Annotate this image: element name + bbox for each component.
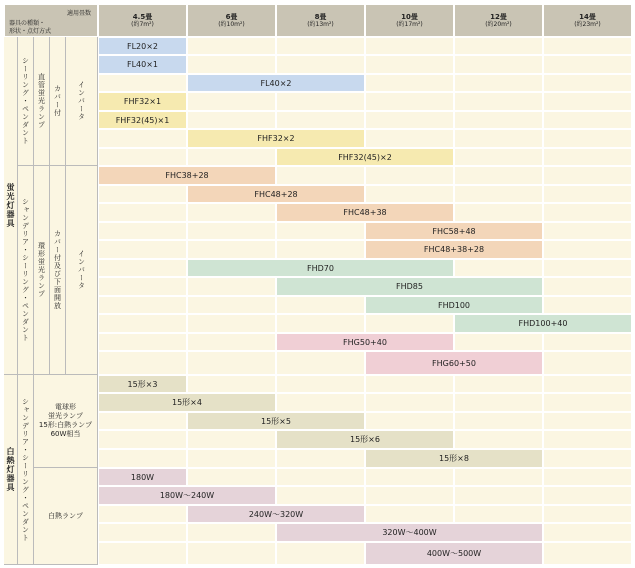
grid-cell xyxy=(543,37,632,55)
grid-cell xyxy=(98,222,187,240)
grid-cell xyxy=(543,277,632,296)
grid-cell xyxy=(98,148,187,166)
grid-cell xyxy=(187,148,276,166)
column-header-10: 10畳 (約17m²) xyxy=(365,4,454,37)
grid-cell xyxy=(98,412,187,430)
grid-cell xyxy=(454,375,543,393)
grid-cell xyxy=(187,203,276,222)
grid-cell xyxy=(543,92,632,111)
grid-cell xyxy=(454,486,543,505)
grid-cell xyxy=(454,412,543,430)
lamp-bar: FHD85 xyxy=(276,277,543,296)
grid-cell xyxy=(454,37,543,55)
lamp-bar: 240W～320W xyxy=(187,505,365,523)
grid-cell xyxy=(276,111,365,129)
lamp-bar: FHC48+28 xyxy=(187,185,365,203)
grid-cell xyxy=(98,203,187,222)
grid-cell xyxy=(98,129,187,148)
grid-cell xyxy=(543,203,632,222)
lamp-bar: FL40×2 xyxy=(187,74,365,92)
lamp-bulb-type-fluorescent: 電球形 蛍光ランプ 15形:白熱ランプ 60W相当 xyxy=(34,375,98,468)
lamp-bar: FHF32(45)×1 xyxy=(98,111,187,129)
lamp-incandescent: 白熱ランプ xyxy=(34,468,98,565)
grid-cell xyxy=(98,523,187,542)
grid-cell xyxy=(276,351,365,375)
grid-cell xyxy=(276,468,365,486)
lamp-bar: FHD100+40 xyxy=(454,314,632,333)
lamp-bar: FHF32(45)×2 xyxy=(276,148,454,166)
grid-cell xyxy=(454,333,543,351)
grid-cell xyxy=(187,430,276,449)
grid-cell xyxy=(365,185,454,203)
grid-cell xyxy=(543,393,632,412)
grid-cell xyxy=(543,430,632,449)
grid-cell xyxy=(187,296,276,314)
grid-cell xyxy=(276,37,365,55)
column-header-6: 6畳 (約10m²) xyxy=(187,4,276,37)
grid-cell xyxy=(543,486,632,505)
grid-cell xyxy=(276,542,365,565)
grid-cell xyxy=(365,74,454,92)
grid-cell xyxy=(365,314,454,333)
grid-cell xyxy=(365,486,454,505)
lamp-bar: FHG60+50 xyxy=(365,351,543,375)
grid-cell xyxy=(454,393,543,412)
grid-cell xyxy=(276,166,365,185)
grid-cell xyxy=(187,240,276,259)
grid-cell xyxy=(187,222,276,240)
grid-cell xyxy=(187,375,276,393)
grid-cell xyxy=(187,542,276,565)
lamp-bar: 180W xyxy=(98,468,187,486)
shape-chandelier-incandescent: シャンデリア・シーリング・ペンダント xyxy=(18,375,34,565)
grid-cell xyxy=(543,259,632,277)
column-header-14: 14畳 (約23m²) xyxy=(543,4,632,37)
grid-cell xyxy=(98,185,187,203)
fixture-type-label: 器具の種類・ 形状・点灯方式 xyxy=(9,20,52,35)
grid-cell xyxy=(276,222,365,240)
category-fluorescent: 蛍光灯器具 xyxy=(4,37,18,375)
grid-cell xyxy=(365,375,454,393)
lamp-bar: 15形×4 xyxy=(98,393,276,412)
grid-cell xyxy=(276,449,365,468)
lamp-bar: FHC38+28 xyxy=(98,166,276,185)
lamp-bar: FHC48+38 xyxy=(276,203,454,222)
lamp-bar: 180W～240W xyxy=(98,486,276,505)
grid-cell xyxy=(276,92,365,111)
lamp-bar: FHD70 xyxy=(187,259,454,277)
grid-cell xyxy=(276,55,365,74)
grid-cell xyxy=(365,111,454,129)
grid-cell xyxy=(187,468,276,486)
grid-cell xyxy=(98,277,187,296)
grid-cell xyxy=(98,259,187,277)
lamp-bar: FHF32×1 xyxy=(98,92,187,111)
grid-cell xyxy=(454,92,543,111)
grid-cell xyxy=(543,296,632,314)
grid-cell xyxy=(365,166,454,185)
shape-chandelier-fluorescent: シャンデリア・シーリング・ペンダント xyxy=(18,166,34,375)
grid-cell xyxy=(98,74,187,92)
grid-cell xyxy=(543,333,632,351)
grid-cell xyxy=(365,505,454,523)
grid-cell xyxy=(543,542,632,565)
grid-cell xyxy=(543,222,632,240)
grid-cell xyxy=(543,375,632,393)
grid-cell xyxy=(543,468,632,486)
grid-cell xyxy=(98,314,187,333)
grid-cell xyxy=(276,393,365,412)
lamp-bar: 15形×3 xyxy=(98,375,187,393)
lamp-bar: FHG50+40 xyxy=(276,333,454,351)
lamp-bar: FHC48+38+28 xyxy=(365,240,543,259)
grid-cell xyxy=(98,296,187,314)
grid-cell xyxy=(187,314,276,333)
grid-cell xyxy=(454,505,543,523)
grid-cell xyxy=(543,111,632,129)
grid-cell xyxy=(98,351,187,375)
grid-cell xyxy=(365,129,454,148)
grid-cell xyxy=(454,259,543,277)
grid-cell xyxy=(543,449,632,468)
lamp-bar: 15形×6 xyxy=(276,430,454,449)
grid-cell xyxy=(187,449,276,468)
grid-cell xyxy=(276,375,365,393)
grid-cell xyxy=(454,55,543,74)
lamp-bar: FHC58+48 xyxy=(365,222,543,240)
grid-cell xyxy=(365,412,454,430)
grid-cell xyxy=(543,505,632,523)
grid-cell xyxy=(187,277,276,296)
grid-cell xyxy=(543,74,632,92)
grid-cell xyxy=(454,468,543,486)
lamp-bar: FHF32×2 xyxy=(187,129,365,148)
grid-cell xyxy=(187,333,276,351)
grid-cell xyxy=(543,148,632,166)
shape-ceiling-pendant: シーリング・ペンダント xyxy=(18,37,34,166)
grid-cell xyxy=(98,333,187,351)
grid-cell xyxy=(365,37,454,55)
grid-cell xyxy=(454,129,543,148)
applicable-tatami-label: 適用畳数 xyxy=(66,10,91,17)
cover-type-1: カバー付 xyxy=(50,37,66,166)
lamp-bar: 15形×5 xyxy=(187,412,365,430)
grid-cell xyxy=(365,468,454,486)
grid-cell xyxy=(187,351,276,375)
column-header-8: 8畳 (約13m²) xyxy=(276,4,365,37)
method-inverter-1: インバータ xyxy=(66,37,98,166)
lamp-bar: 400W～500W xyxy=(365,542,543,565)
grid-cell xyxy=(365,55,454,74)
grid-cell xyxy=(98,542,187,565)
grid-cell xyxy=(543,523,632,542)
grid-cell xyxy=(365,92,454,111)
lamp-bar: 320W～400W xyxy=(276,523,543,542)
grid-cell xyxy=(454,74,543,92)
grid-cell xyxy=(454,148,543,166)
grid-cell xyxy=(365,393,454,412)
grid-cell xyxy=(543,166,632,185)
grid-cell xyxy=(276,296,365,314)
method-inverter-2: インバータ xyxy=(66,166,98,375)
grid-cell xyxy=(276,486,365,505)
lamp-bar: FL20×2 xyxy=(98,37,187,55)
column-header-4-5: 4.5畳 (約7m²) xyxy=(98,4,187,37)
grid-cell xyxy=(454,185,543,203)
grid-cell xyxy=(454,203,543,222)
grid-cell xyxy=(543,55,632,74)
grid-cell xyxy=(187,523,276,542)
grid-cell xyxy=(98,449,187,468)
grid-cell xyxy=(187,111,276,129)
lamp-straight-tube: 直管蛍光ランプ xyxy=(34,37,50,166)
grid-cell xyxy=(454,111,543,129)
grid-cell xyxy=(454,430,543,449)
grid-cell xyxy=(543,351,632,375)
lamp-bar: 15形×8 xyxy=(365,449,543,468)
grid-cell xyxy=(454,166,543,185)
grid-cell xyxy=(543,240,632,259)
grid-cell xyxy=(98,505,187,523)
lamp-bar: FL40×1 xyxy=(98,55,187,74)
grid-cell xyxy=(187,92,276,111)
column-header-12: 12畳 (約20m²) xyxy=(454,4,543,37)
grid-cell xyxy=(543,185,632,203)
lamp-bar: FHD100 xyxy=(365,296,543,314)
cover-type-2: カバー付及び下面開放 xyxy=(50,166,66,375)
lamp-circular: 環形蛍光ランプ xyxy=(34,166,50,375)
grid-cell xyxy=(98,430,187,449)
table-corner-header xyxy=(4,4,98,37)
grid-cell xyxy=(187,55,276,74)
category-incandescent: 白熱灯器具 xyxy=(4,375,18,565)
grid-cell xyxy=(276,314,365,333)
grid-cell xyxy=(98,240,187,259)
grid-cell xyxy=(543,412,632,430)
grid-cell xyxy=(543,129,632,148)
grid-cell xyxy=(187,37,276,55)
grid-cell xyxy=(276,240,365,259)
